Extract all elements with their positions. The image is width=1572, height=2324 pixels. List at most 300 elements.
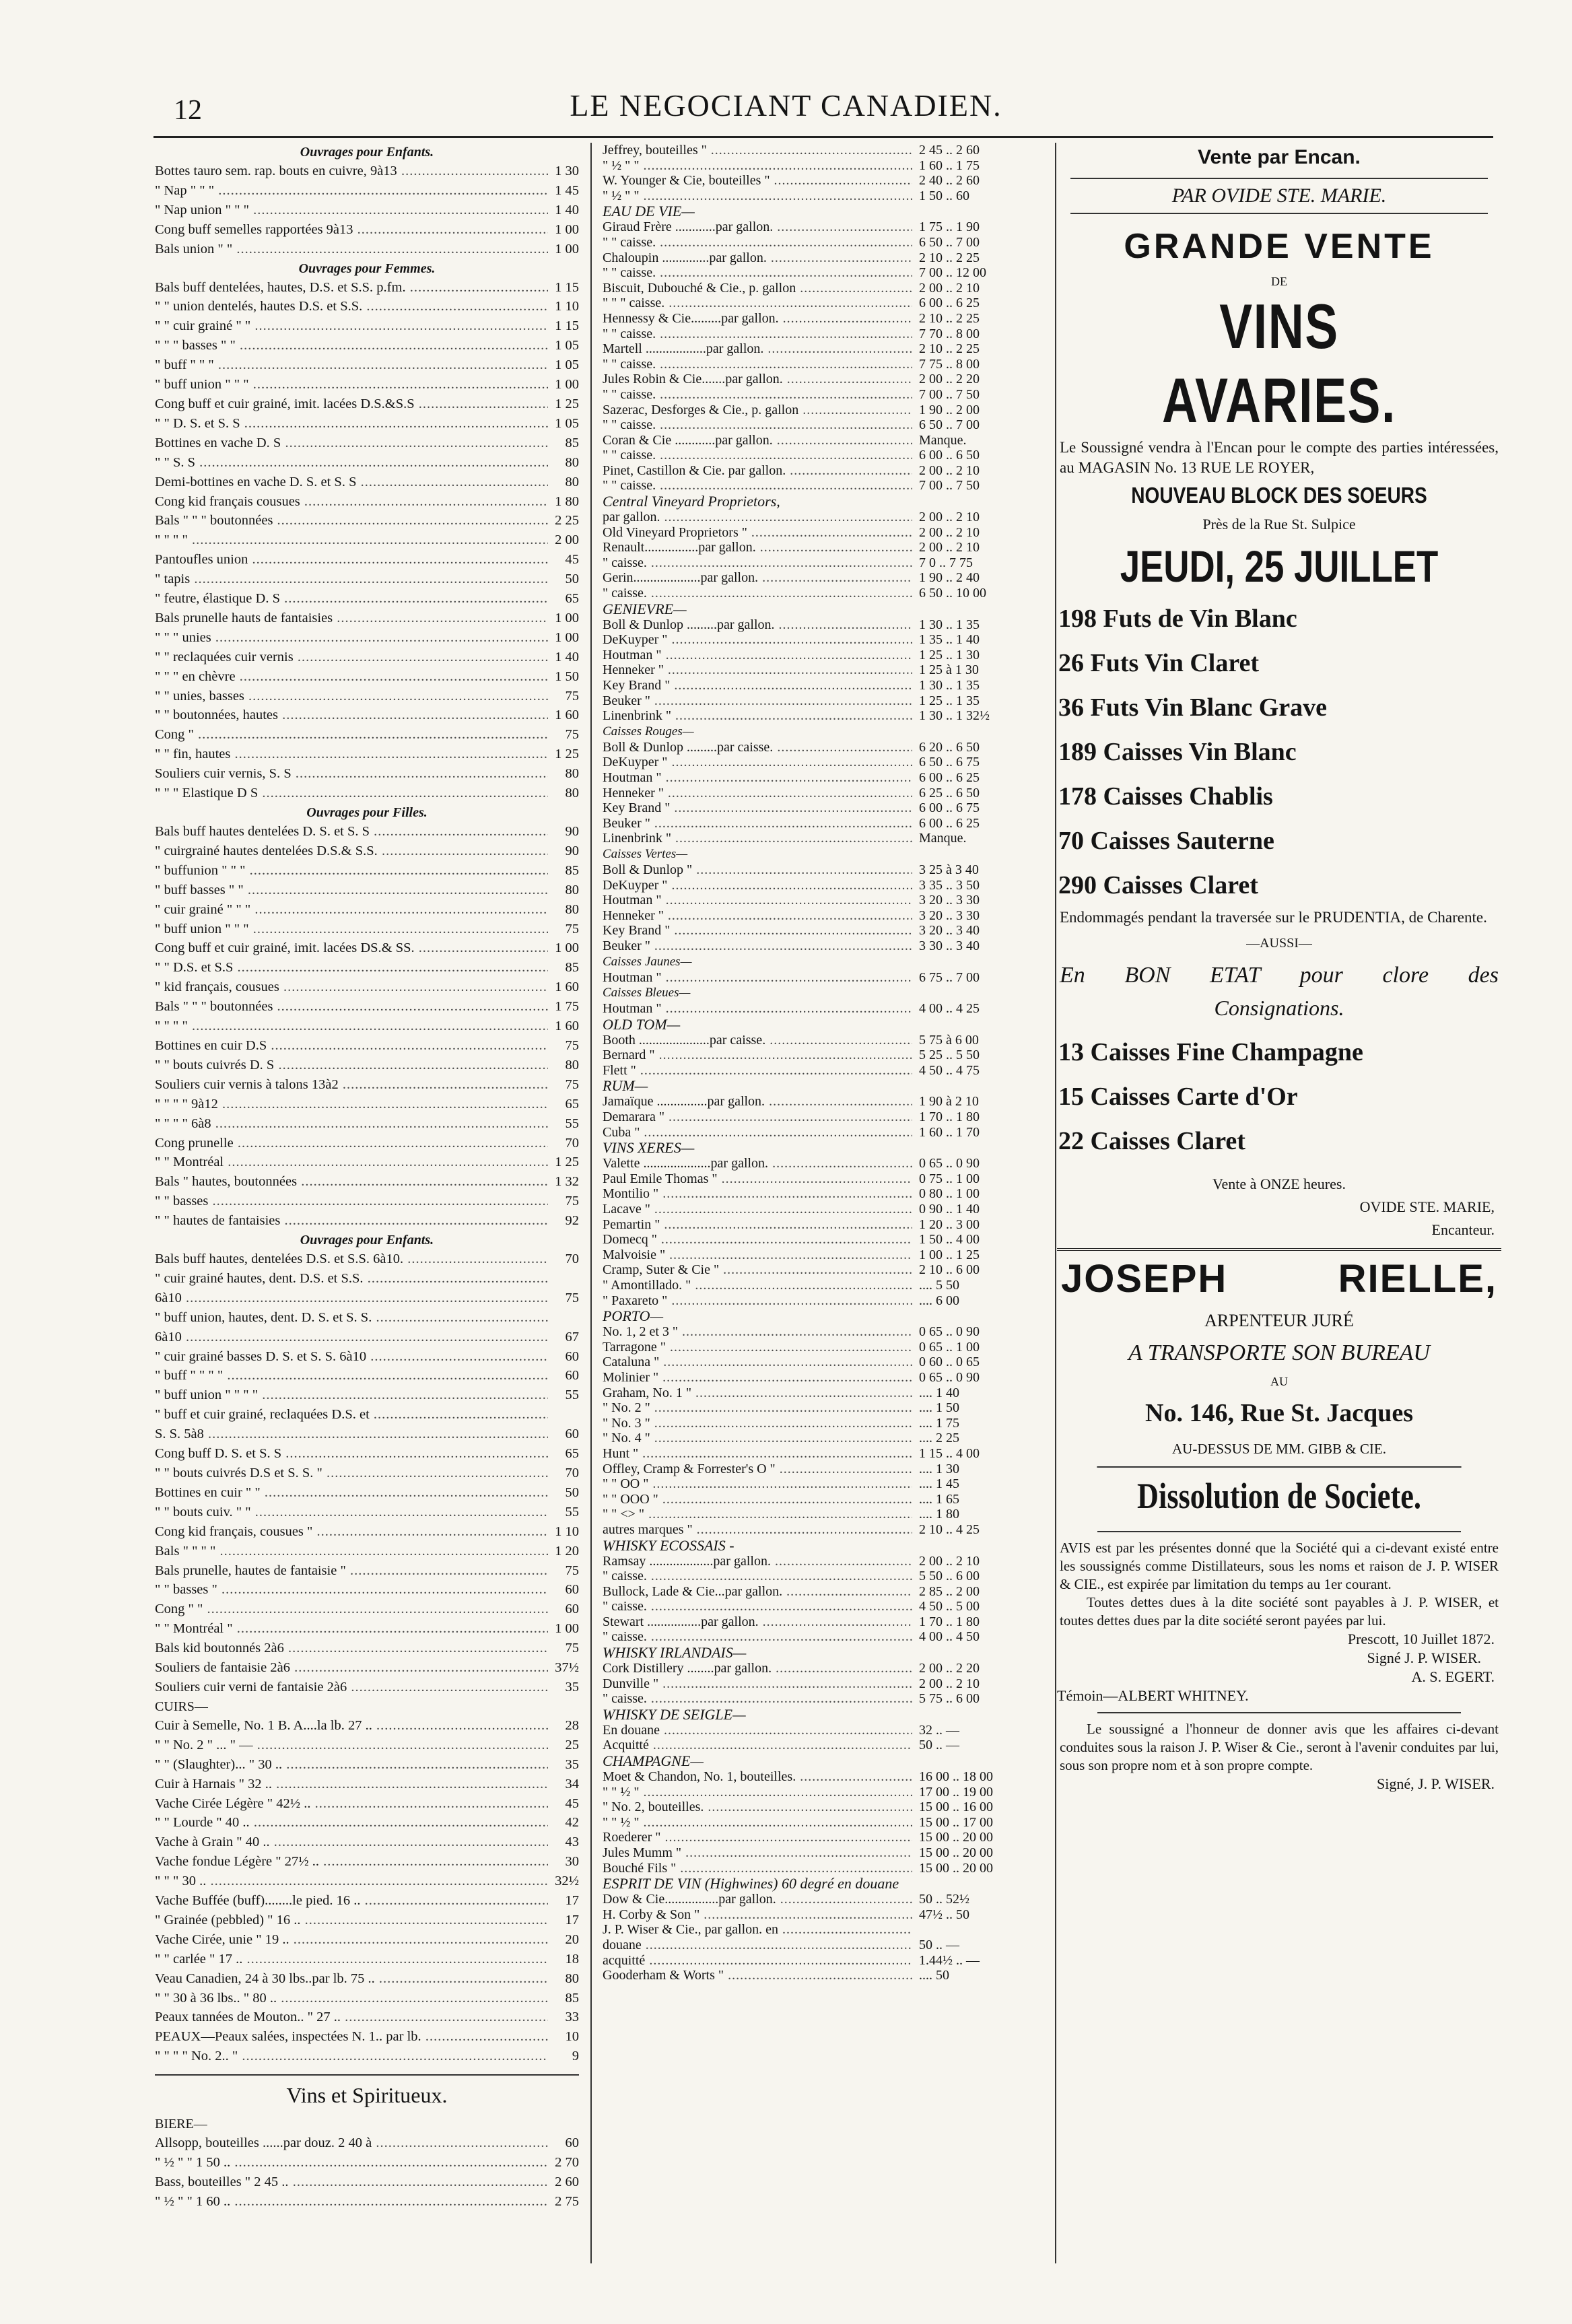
price-row	[155, 1950, 579, 1969]
price-row	[603, 143, 1054, 158]
category-heading: CHAMPAGNE—	[603, 1752, 704, 1770]
item-name: Cong buff et cuir grainé, imit. lacées D.S.&S.S .....	[155, 395, 548, 414]
price-row	[603, 1953, 1054, 1969]
item-price: 70	[565, 1466, 579, 1480]
item-name: " " S. S .....	[155, 453, 548, 473]
item-name: Moet & Chandon, No. 1, bouteilles. .....	[603, 1769, 912, 1785]
item-price: 1 90 .. 2 40	[919, 570, 980, 586]
price-row	[155, 1911, 579, 1930]
item-name: " caisse. .....	[603, 1691, 912, 1707]
item-price: 1 75 .. 1 90	[919, 219, 980, 235]
item-name: Bals " " " boutonnées .....	[155, 511, 548, 531]
price-row	[603, 250, 1054, 266]
item-name: Souliers cuir vernis à talons 13à2 .....	[155, 1075, 548, 1095]
price-row	[603, 831, 1054, 846]
price-row	[155, 881, 579, 900]
price-row	[603, 1676, 1054, 1692]
item-price: 90	[565, 843, 579, 858]
price-list-column-2	[603, 143, 1054, 2263]
item-price: 65	[565, 1096, 579, 1112]
item-name: " " " caisse. .....	[603, 296, 912, 311]
item-name: " " ½ " .....	[603, 1815, 912, 1831]
price-row	[155, 1405, 579, 1425]
item-name: Bottes tauro sem. rap. bouts en cuivre, 9à13 .....	[155, 162, 548, 181]
category-heading: Caisses Jaunes—	[603, 954, 692, 969]
item-name: Cuba " .....	[603, 1125, 912, 1140]
price-row	[155, 336, 579, 355]
item-price: 2 10 .. 4 25	[919, 1522, 980, 1537]
item-price: 15 00 .. 20 00	[919, 1830, 993, 1845]
item-price: 9	[572, 2049, 579, 2064]
item-name: " buff union " " " .....	[155, 920, 548, 939]
price-row	[603, 1476, 1054, 1492]
item-name: " " unies, basses .....	[155, 687, 548, 706]
item-name: Boll & Dunlop " .....	[603, 862, 912, 878]
item-price	[548, 1405, 579, 1425]
item-price: 15 00 .. 20 00	[919, 1845, 993, 1860]
item-price: 28	[565, 1717, 579, 1733]
signature-1: Signé J. P. WISER.	[1367, 1649, 1481, 1666]
price-row	[603, 1186, 1054, 1202]
item-name: Cork Distillery ........par gallon. .....	[603, 1661, 912, 1676]
price-row	[155, 511, 579, 531]
item-name: " " fin, hautes .....	[155, 745, 548, 764]
item-name: " " " basses " " .....	[155, 336, 548, 355]
page-number: 12	[174, 95, 202, 126]
item-name: acquitté .....	[603, 1953, 912, 1969]
item-price: 33	[565, 2010, 579, 2025]
price-row	[155, 1036, 579, 1056]
item-name: Paul Emile Thomas " .....	[603, 1171, 912, 1187]
item-name: " " boutonnées, hautes .....	[155, 706, 548, 725]
price-row	[603, 770, 1054, 786]
item-name: " " 30 à 36 lbs.. " 80 .. .....	[155, 1989, 548, 2008]
separator	[1097, 1712, 1461, 1713]
price-row	[603, 235, 1054, 250]
item-price: 2 00	[555, 533, 579, 548]
item-price: 75	[565, 1037, 579, 1053]
item-price: 75	[565, 1641, 579, 1656]
item-price: 50	[565, 572, 579, 587]
item-price: 1 60 .. 1 70	[919, 1124, 980, 1140]
price-row	[155, 1269, 579, 1289]
item-name: " feutre, élastique D. S .....	[155, 589, 548, 609]
item-name: PEAUX—Peaux salées, inspectées N. 1.. par lb. .....	[155, 2027, 548, 2047]
item-name: Vache à Grain " 40 .. .....	[155, 1833, 548, 1852]
price-row	[155, 1600, 579, 1619]
category-heading: Caisses Vertes—	[603, 846, 688, 861]
item-price: 2 45 .. 2 60	[919, 143, 980, 158]
price-row	[603, 1340, 1054, 1355]
item-name: Dow & Cie................par gallon. .....	[603, 1892, 912, 1907]
item-price: 80	[565, 882, 579, 897]
item-name: Bottines en cuir D.S .....	[155, 1036, 548, 1056]
item-price: 60	[565, 2135, 579, 2151]
price-row	[603, 448, 1054, 463]
item-name: Bals " " " boutonnées .....	[155, 997, 548, 1017]
au-label: AU	[1270, 1375, 1288, 1388]
price-row	[155, 1153, 579, 1172]
price-row	[155, 240, 579, 259]
item-name: DeKuyper " .....	[603, 632, 912, 648]
item-price: 3 20 .. 3 40	[919, 923, 980, 938]
dissolution-p3: Le soussigné a l'honneur de donner avis que les affaires ci-devant conduites sous la raison J. P. Wiser & Cie., seront à l'avenir conduites par lui, sous son propre nom et à son propre compte.	[1060, 1721, 1499, 1773]
price-row	[603, 923, 1054, 938]
category-heading: WHISKY ECOSSAIS -	[603, 1536, 734, 1554]
grande-vente-heading: GRANDE VENTE	[1124, 227, 1435, 266]
item-name: " Nap " " " .....	[155, 181, 548, 201]
price-row	[155, 278, 579, 298]
item-price: 1.44½ .. —	[919, 1952, 980, 1968]
item-name: Cong " .....	[155, 725, 548, 745]
item-price: 6 50 .. 7 00	[919, 234, 980, 250]
lot-item: 22 Caisses Claret	[1058, 1127, 1245, 1155]
item-name: Pantoufles union .....	[155, 550, 548, 570]
item-name: " " " " 6à8 .....	[155, 1114, 548, 1134]
category-heading: Caisses Bleues—	[603, 986, 691, 1000]
rielle-name: JOSEPH RIELLE,	[1057, 1248, 1501, 1307]
price-row	[155, 1134, 579, 1153]
item-name: " buff et cuir grainé, reclaquées D.S. et .....	[155, 1405, 548, 1425]
item-name: Gerin....................par gallon. .....	[603, 570, 912, 586]
price-row	[155, 784, 579, 803]
item-price: 75	[565, 727, 579, 743]
item-name: " " caisse. .....	[603, 448, 912, 463]
price-row	[155, 1172, 579, 1192]
item-name: " " " " .....	[155, 531, 548, 550]
category-heading: Ouvrages pour Enfants.	[300, 1233, 434, 1248]
rielle-title: ARPENTEUR JURÉ	[1204, 1311, 1354, 1330]
item-name: " Paxareto " .....	[603, 1293, 912, 1309]
item-price: 75	[565, 1194, 579, 1209]
price-row	[155, 2153, 579, 2173]
item-name: " " hautes de fantaisies .....	[155, 1211, 548, 1231]
lot-item: 189 Caisses Vin Blanc	[1058, 738, 1297, 766]
item-name: " " " " No. 2.. " .....	[155, 2047, 548, 2066]
price-row	[603, 740, 1054, 755]
item-name: 6à10 .....	[155, 1328, 548, 1347]
item-name: Chaloupin ..............par gallon. .....	[603, 250, 912, 266]
price-row	[603, 1431, 1054, 1446]
item-name: douane .....	[603, 1938, 912, 1953]
item-price: 4 50 .. 4 75	[919, 1062, 980, 1078]
category-heading: VINS XERES—	[603, 1139, 695, 1157]
category-heading: BIERE—	[155, 2117, 207, 2132]
signature-3: Signé, J. P. WISER.	[1376, 1775, 1495, 1792]
item-price: 1 00	[555, 377, 579, 392]
price-row	[155, 1192, 579, 1211]
item-name: Vache Buffée (buff)........le pied. 16 .. .....	[155, 1891, 548, 1911]
item-price: 47½ .. 50	[919, 1907, 969, 1922]
item-name: " buff union " " " .....	[155, 375, 548, 395]
price-row	[603, 862, 1054, 878]
item-name: Dunville " .....	[603, 1676, 912, 1692]
price-row	[603, 357, 1054, 372]
item-name: En douane .....	[603, 1723, 912, 1738]
price-row	[155, 570, 579, 589]
item-price: 80	[565, 901, 579, 917]
item-name: " buff union, hautes, dent. D. S. et S. S. .....	[155, 1308, 548, 1328]
item-price: 0 60 .. 0 65	[919, 1355, 980, 1370]
item-price: 55	[565, 1504, 579, 1519]
lot-item: 15 Caisses Carte d'Or	[1058, 1083, 1298, 1111]
item-name: Offley, Cramp & Forrester's O " .....	[603, 1462, 912, 1477]
lot-item: 198 Futs de Vin Blanc	[1058, 605, 1297, 633]
price-row	[155, 414, 579, 434]
price-row	[155, 395, 579, 414]
price-row	[603, 525, 1054, 541]
item-price: 0 80 .. 1 00	[919, 1186, 980, 1202]
item-name: " cuir grainé basses D. S. et S. S. 6à10 .....	[155, 1347, 548, 1367]
dissolution-p1: AVIS est par les présentes donné que la Société qui a ci-devant existé entre les soussignés comme Distillateurs, sous les noms et raison de J. P. WISER & CIE., est expirée par limitation du temps au 1er courant.	[1060, 1540, 1499, 1592]
item-name: DeKuyper " .....	[603, 755, 912, 770]
price-row	[603, 1400, 1054, 1416]
item-price: 67	[565, 1329, 579, 1344]
price-row	[155, 745, 579, 764]
price-row	[603, 1278, 1054, 1293]
item-price: 3 30 .. 3 40	[919, 938, 980, 953]
item-name: " " OO " .....	[603, 1476, 912, 1492]
item-price: 25	[565, 1737, 579, 1752]
price-row	[155, 1678, 579, 1697]
price-row	[155, 453, 579, 473]
price-row	[603, 1938, 1054, 1953]
item-price: 32 .. —	[919, 1722, 959, 1738]
item-price: 7 0 .. 7 75	[919, 555, 973, 570]
price-row	[603, 1507, 1054, 1522]
item-name: " buff " " " .....	[155, 355, 548, 375]
item-name: " " basses " .....	[155, 1580, 548, 1600]
price-row	[155, 706, 579, 725]
item-price: 50 .. 52½	[919, 1892, 969, 1907]
price-row	[155, 1347, 579, 1367]
price-row	[155, 1755, 579, 1775]
price-row	[155, 725, 579, 745]
item-name: " " caisse. .....	[603, 327, 912, 342]
item-name: Graham, No. 1 " .....	[603, 1386, 912, 1401]
item-name: " " OOO " .....	[603, 1492, 912, 1507]
item-price: 6 00 .. 6 25	[919, 770, 980, 785]
lot-item: 13 Caisses Fine Champagne	[1058, 1038, 1363, 1066]
item-price: 2 00 .. 2 10	[919, 280, 980, 296]
category-heading: Central Vineyard Proprietors,	[603, 493, 780, 510]
item-price: 1 90 .. 2 00	[919, 402, 980, 417]
item-price: 6 20 .. 6 50	[919, 739, 980, 755]
item-name: Henneker " .....	[603, 908, 912, 924]
price-row	[155, 1211, 579, 1231]
price-row	[603, 617, 1054, 633]
item-price: 3 20 .. 3 30	[919, 908, 980, 923]
price-row	[603, 586, 1054, 601]
item-price: 75	[565, 1290, 579, 1305]
item-price: 85	[565, 1990, 579, 2006]
item-price: 1 70 .. 1 80	[919, 1109, 980, 1125]
item-price: 45	[565, 1796, 579, 1811]
auctioneer-name: OVIDE STE. MARIE,	[1359, 1198, 1495, 1215]
dissolution-notice	[1057, 1466, 1501, 1793]
item-price: 17 00 .. 19 00	[919, 1784, 993, 1800]
price-row	[155, 978, 579, 997]
price-row	[155, 648, 579, 667]
price-row	[603, 510, 1054, 525]
column-divider	[590, 143, 592, 2263]
item-name: " " bouts cuivrés D.S et S. S. " .....	[155, 1464, 548, 1483]
item-price: 6 50 .. 6 75	[919, 755, 980, 770]
item-price: 1 15	[555, 279, 579, 295]
item-name: " " " " .....	[155, 1017, 548, 1036]
item-name: Stewart ................par gallon. .....	[603, 1614, 912, 1630]
price-row	[603, 1907, 1054, 1923]
item-price: 15 00 .. 17 00	[919, 1814, 993, 1830]
price-row	[155, 2133, 579, 2153]
item-name: " ½ " " 1 60 .. .....	[155, 2192, 548, 2212]
price-row	[603, 327, 1054, 342]
item-price: 2 00 .. 2 20	[919, 372, 980, 387]
item-price: 45	[565, 552, 579, 568]
price-row	[155, 687, 579, 706]
item-price: 6 75 .. 7 00	[919, 969, 980, 985]
item-name: Ramsay ...................par gallon. .....	[603, 1554, 912, 1569]
item-name: Flett " .....	[603, 1063, 912, 1079]
price-row	[603, 1416, 1054, 1431]
price-row	[603, 1968, 1054, 1983]
price-row	[155, 531, 579, 550]
price-row	[155, 1522, 579, 1542]
item-name: Jules Robin & Cie.......par gallon. .....	[603, 372, 912, 387]
lot-item: 26 Futs Vin Claret	[1058, 649, 1260, 677]
item-price: Manque.	[919, 432, 967, 448]
item-price: 1 40	[555, 202, 579, 217]
price-row	[603, 555, 1054, 571]
item-name: " buffunion " " " .....	[155, 861, 548, 881]
item-price: 2 00 .. 2 10	[919, 1676, 980, 1691]
price-row	[603, 1554, 1054, 1569]
item-price: 92	[565, 1213, 579, 1229]
price-row	[603, 878, 1054, 893]
price-row	[603, 908, 1054, 924]
item-price: 1 00	[555, 941, 579, 956]
item-price: 2 00 .. 2 10	[919, 463, 980, 478]
item-price: 1 50 .. 60	[919, 188, 969, 203]
item-price: 1 25 à 1 30	[919, 662, 979, 678]
item-name: Beuker " .....	[603, 816, 912, 831]
price-row	[603, 1599, 1054, 1614]
price-row	[155, 162, 579, 181]
aussi-label: —AUSSI—	[1246, 936, 1312, 951]
item-name: " kid français, cousues .....	[155, 978, 548, 997]
item-price: 70	[565, 1135, 579, 1151]
price-row	[155, 1852, 579, 1872]
item-name: " " caisse. .....	[603, 357, 912, 372]
item-price: .... 5 50	[919, 1278, 959, 1293]
price-row	[155, 822, 579, 842]
item-price: 3 35 .. 3 50	[919, 877, 980, 893]
price-row	[603, 173, 1054, 189]
price-row	[603, 1262, 1054, 1278]
item-name: Bernard " .....	[603, 1048, 912, 1063]
item-price: 32½	[555, 1874, 579, 1889]
price-row	[603, 540, 1054, 555]
price-row	[155, 1833, 579, 1852]
item-name: Bals buff hautes dentelées D. S. et S. S .....	[155, 822, 548, 842]
price-row	[155, 2047, 579, 2066]
price-row	[603, 1370, 1054, 1386]
price-row	[155, 938, 579, 958]
section-title: Vins et Spiritueux.	[155, 2074, 579, 2115]
price-row	[603, 1033, 1054, 1048]
item-name: Henneker " .....	[603, 662, 912, 678]
price-row	[155, 1328, 579, 1347]
category-heading: Ouvrages pour Femmes.	[298, 261, 436, 276]
price-row	[155, 1891, 579, 1911]
item-price: 1 50 .. 4 00	[919, 1232, 980, 1248]
price-row	[155, 1989, 579, 2008]
price-row	[603, 296, 1054, 311]
item-name: " caisse. .....	[603, 586, 912, 601]
item-price: 7 00 .. 7 50	[919, 386, 980, 402]
price-row	[155, 1503, 579, 1522]
item-price: 1 00	[555, 221, 579, 237]
item-price: 1 75	[555, 999, 579, 1015]
item-price: 3 20 .. 3 30	[919, 893, 980, 908]
price-row	[603, 1522, 1054, 1538]
price-row	[603, 1293, 1054, 1309]
price-row	[603, 1738, 1054, 1753]
item-price: 80	[565, 786, 579, 801]
item-price: 60	[565, 1348, 579, 1364]
bon-etat-line: En BON ETAT pour clore des	[1060, 963, 1499, 988]
price-row	[603, 1492, 1054, 1507]
item-price: .... 1 75	[919, 1415, 959, 1431]
item-price: .... 1 50	[919, 1400, 959, 1416]
dissolution-p2: Toutes dettes dues à la dite société sont payables à J. P. WISER, et toutes dettes dues par la dite société seront payées par lui.	[1060, 1594, 1499, 1629]
item-name: Acquitté .....	[603, 1738, 912, 1753]
location-note: Près de la Rue St. Sulpice	[1202, 516, 1356, 533]
item-name: " " " " 9à12 .....	[155, 1095, 548, 1114]
item-name: " caisse. .....	[603, 555, 912, 571]
price-row	[155, 1250, 579, 1269]
item-name: Cong kid français cousues .....	[155, 492, 548, 512]
auctioneer-line: PAR OVIDE STE. MARIE.	[1070, 178, 1488, 214]
item-name: Bottines en vache D. S .....	[155, 434, 548, 453]
category-heading: Ouvrages pour Enfants.	[300, 145, 434, 160]
item-price: 5 50 .. 6 00	[919, 1569, 980, 1584]
item-name: " " D.S. et S.S .....	[155, 958, 548, 978]
item-name: " caisse. .....	[603, 1569, 912, 1584]
rielle-above: AU-DESSUS DE MM. GIBB & CIE.	[1172, 1441, 1386, 1457]
price-row	[155, 1872, 579, 1891]
price-row	[603, 265, 1054, 281]
item-name: Old Vineyard Proprietors " .....	[603, 525, 912, 541]
item-price: 2 00 .. 2 10	[919, 524, 980, 540]
price-row	[603, 1785, 1054, 1800]
price-row	[603, 1661, 1054, 1676]
dissolution-title: Dissolution de Societe.	[1097, 1466, 1461, 1524]
item-name: " " reclaquées cuir vernis .....	[155, 648, 548, 667]
item-price: 7 70 .. 8 00	[919, 326, 980, 341]
price-row	[155, 375, 579, 395]
item-price: 1 32	[555, 1174, 579, 1190]
item-name: Key Brand " .....	[603, 923, 912, 938]
item-price: 6 00 .. 6 25	[919, 815, 980, 831]
item-name: Martell ..................par gallon. .....	[603, 341, 912, 357]
item-price: 1 05	[555, 357, 579, 373]
category-heading: GENIEVRE—	[603, 600, 687, 617]
item-price: 60	[565, 1602, 579, 1617]
price-row	[603, 570, 1054, 586]
item-name: " " " en chèvre .....	[155, 667, 548, 687]
item-price: 15 00 .. 16 00	[919, 1800, 993, 1815]
